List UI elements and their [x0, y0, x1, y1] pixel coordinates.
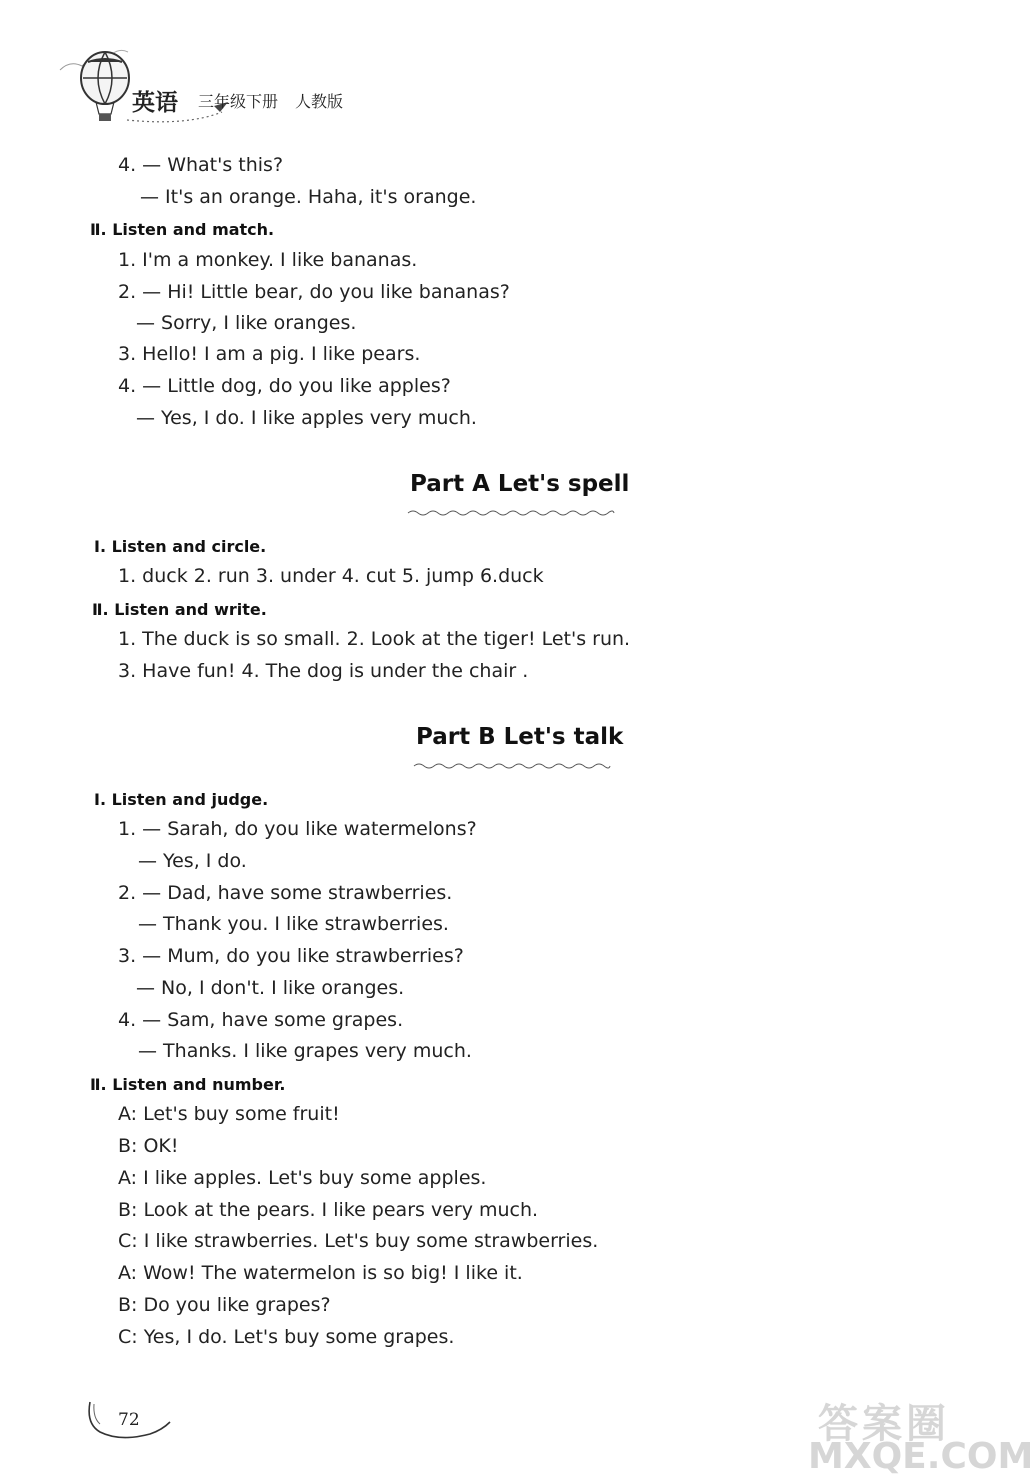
watermark-cn: 答案圈	[818, 1401, 950, 1447]
judge-line: 4. — Sam, have some grapes.	[118, 1009, 404, 1031]
section-heading-write: Ⅱ. Listen and write.	[92, 600, 267, 619]
part-a-title: Part A Let's spell	[410, 471, 630, 497]
match-line: 2. — Hi! Little bear, do you like bananas?	[118, 281, 510, 303]
wavy-underline	[414, 755, 610, 763]
wavy-underline	[408, 502, 614, 510]
number-line: B: OK!	[118, 1135, 179, 1157]
section-heading-number: Ⅱ. Listen and number.	[90, 1075, 286, 1094]
grade-label: 三年级下册	[198, 92, 279, 111]
match-line: 4. — Little dog, do you like apples?	[118, 375, 451, 397]
match-line: 1. I'm a monkey. I like bananas.	[118, 249, 418, 271]
judge-line: — Yes, I do.	[138, 850, 247, 872]
number-line: A: Let's buy some fruit!	[118, 1103, 340, 1125]
section-heading-judge: Ⅰ. Listen and judge.	[94, 790, 269, 809]
match-line: — Yes, I do. I like apples very much.	[136, 407, 477, 429]
write-line: 1. The duck is so small. 2. Look at the tiger! Let's run.	[118, 628, 631, 650]
dialog-line: 4. — What's this?	[118, 154, 284, 176]
judge-line: — Thank you. I like strawberries.	[138, 913, 449, 935]
judge-line: — Thanks. I like grapes very much.	[138, 1040, 472, 1062]
number-line: A: I like apples. Let's buy some apples.	[118, 1167, 487, 1189]
number-line: B: Do you like grapes?	[118, 1294, 331, 1316]
judge-line: 2. — Dad, have some strawberries.	[118, 882, 453, 904]
judge-line: 1. — Sarah, do you like watermelons?	[118, 818, 477, 840]
subject-title: 英语	[132, 90, 178, 116]
part-b-title: Part B Let's talk	[416, 724, 624, 750]
number-line: B: Look at the pears. I like pears very much.	[118, 1199, 539, 1221]
watermark-url: MXQE.COM	[808, 1436, 1033, 1477]
number-line: A: Wow! The watermelon is so big! I like it.	[118, 1262, 523, 1284]
number-line: C: I like strawberries. Let's buy some strawberries.	[118, 1230, 599, 1252]
section-heading-circle: Ⅰ. Listen and circle.	[94, 537, 267, 556]
edition-label: 人教版	[295, 92, 344, 111]
write-line: 3. Have fun! 4. The dog is under the chair .	[118, 660, 529, 682]
judge-line: 3. — Mum, do you like strawberries?	[118, 945, 464, 967]
match-line: — Sorry, I like oranges.	[136, 312, 357, 334]
page-number: 72	[118, 1410, 140, 1430]
section-heading-match: Ⅱ. Listen and match.	[90, 220, 275, 239]
match-line: 3. Hello! I am a pig. I like pears.	[118, 343, 421, 365]
judge-line: — No, I don't. I like oranges.	[136, 977, 405, 999]
dialog-line: — It's an orange. Haha, it's orange.	[140, 186, 477, 208]
number-line: C: Yes, I do. Let's buy some grapes.	[118, 1326, 455, 1348]
circle-answers: 1. duck 2. run 3. under 4. cut 5. jump 6.duck	[118, 565, 544, 587]
